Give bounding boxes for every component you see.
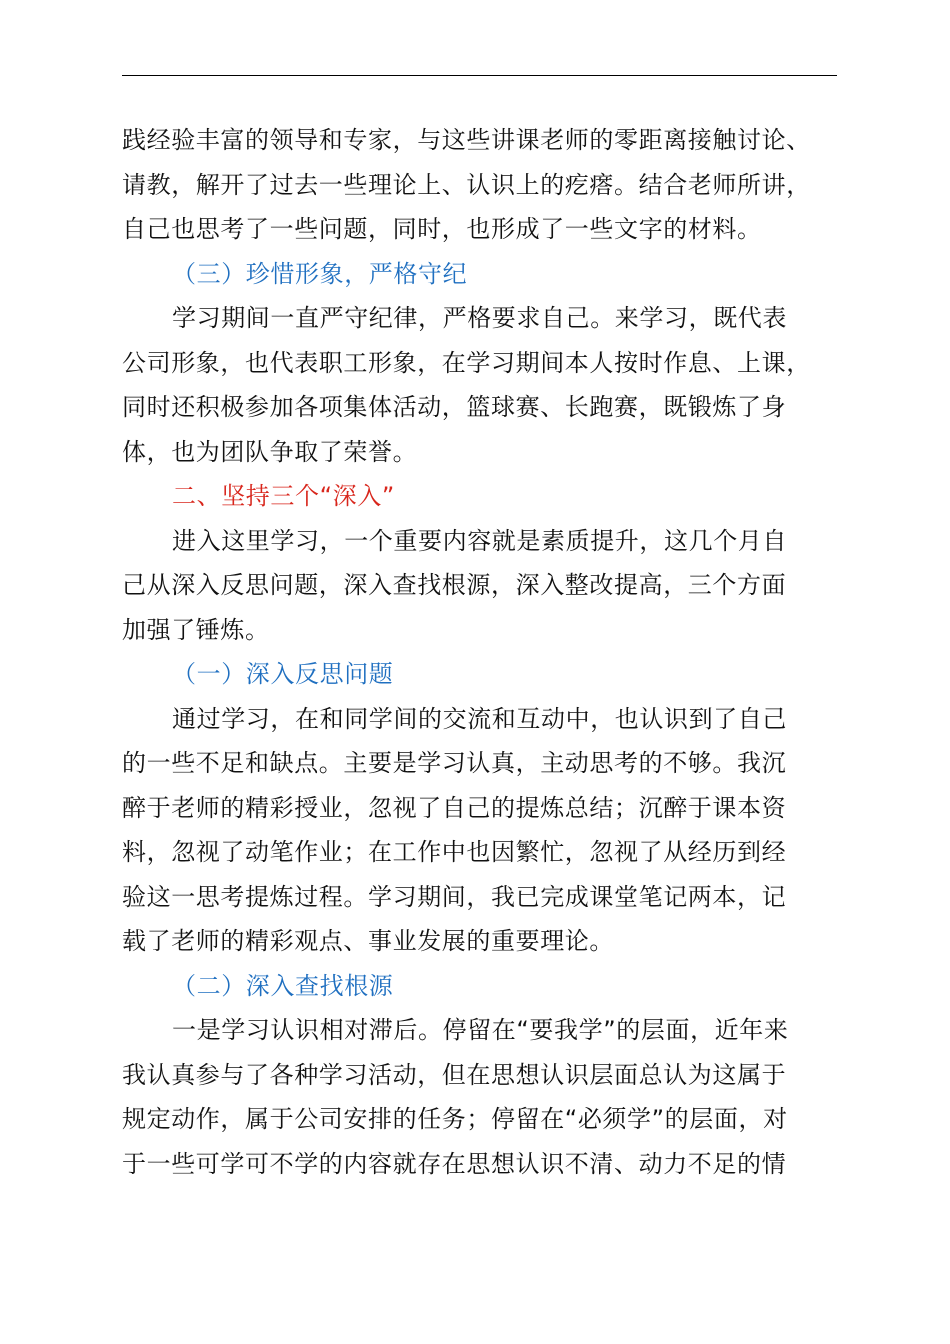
- body-line: 规定动作，属于公司安排的任务；停留在“必须学”的层面，对: [122, 1105, 788, 1133]
- body-line: 于一些可学可不学的内容就存在思想认识不清、动力不足的情: [122, 1149, 787, 1178]
- body-line: 请教，解开了过去一些理论上、认识上的疙瘩。结合老师所讲，: [122, 170, 811, 199]
- body-line: 载了老师的精彩观点、事业发展的重要理论。: [122, 927, 614, 955]
- body-line: 进入这里学习，一个重要内容就是素质提升，这几个月自: [172, 526, 787, 555]
- subheading-reflect-problems: （一）深入反思问题: [172, 660, 394, 688]
- body-line: 醉于老师的精彩授业，忽视了自己的提炼总结；沉醉于课本资: [122, 793, 787, 822]
- body-line: 同时还积极参加各项集体活动，篮球赛、长跑赛，既锻炼了身: [122, 393, 787, 421]
- body-line: 加强了锤炼。: [122, 615, 270, 644]
- body-line: 验这一思考提炼过程。学习期间，我已完成课堂笔记两本，记: [122, 882, 787, 911]
- body-line: 通过学习，在和同学间的交流和互动中，也认识到了自己: [172, 704, 787, 733]
- body-line: 料，忽视了动笔作业；在工作中也因繁忙，忽视了从经历到经: [122, 838, 787, 866]
- body-line: 公司形象，也代表职工形象，在学习期间本人按时作息、上课，: [122, 348, 811, 377]
- body-line: 己从深入反思问题，深入查找根源，深入整改提高，三个方面: [122, 571, 787, 599]
- header-rule: [122, 75, 837, 76]
- document-body: [122, 118, 862, 1186]
- body-line: 体，也为团队争取了荣誉。: [122, 437, 418, 466]
- body-line: 一是学习认识相对滞后。停留在“要我学”的层面，近年来: [172, 1016, 789, 1044]
- body-line: 自己也思考了一些问题，同时，也形成了一些文字的材料。: [122, 215, 762, 243]
- heading-three-deep: 二、坚持三个“深入”: [172, 482, 395, 510]
- subheading-cherish-image: （三）珍惜形象，严格守纪: [172, 259, 468, 288]
- body-line: 的一些不足和缺点。主要是学习认真，主动思考的不够。我沉: [122, 749, 787, 777]
- body-line: 我认真参与了各种学习活动，但在思想认识层面总认为这属于: [122, 1060, 787, 1089]
- subheading-find-roots: （二）深入查找根源: [172, 971, 394, 1000]
- body-line: 践经验丰富的领导和专家，与这些讲课老师的零距离接触讨论、: [122, 126, 811, 154]
- body-line: 学习期间一直严守纪律，严格要求自己。来学习，既代表: [172, 304, 787, 332]
